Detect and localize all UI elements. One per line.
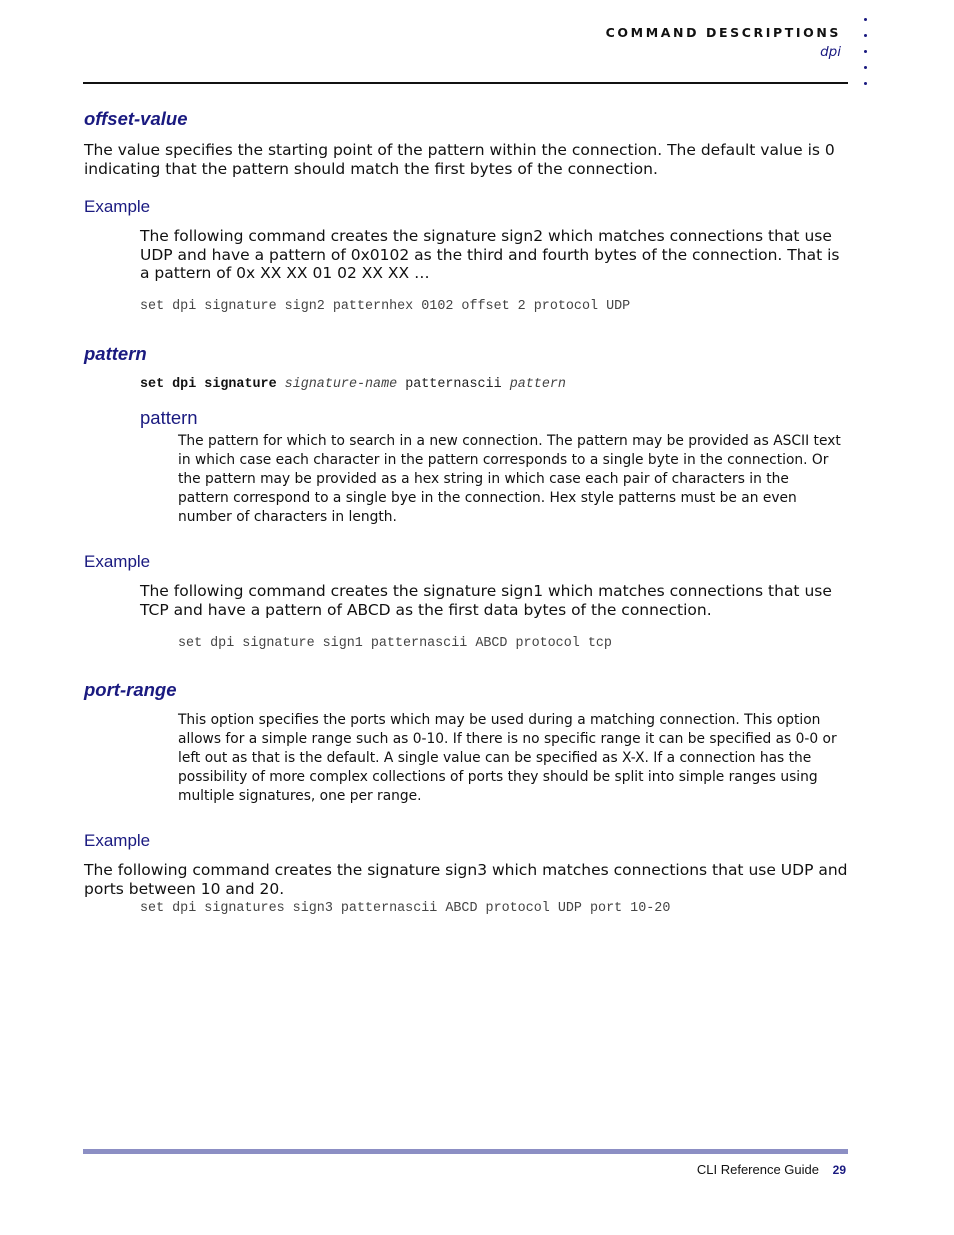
port-range-example-heading: Example <box>84 831 151 850</box>
port-range-description: This option specifies the ports which may be used during a matching connection. This option allows for a simple range such as 0-10. If there is no specific range it can be specified as 0-0 or left out as that is the default. A single value can be specified as X-X. If a connection has the possibility of more complex collections of ports they should be split into simple ranges using multiple signatures, one per range. <box>178 712 837 804</box>
footer-rule <box>83 1149 848 1154</box>
port-range-example-text: The following command creates the signature sign3 which matches connections that use UDP and ports between 10 and 20. <box>84 861 848 898</box>
running-header-title: COMMAND DESCRIPTIONS <box>605 25 841 40</box>
pattern-example-heading: Example <box>84 552 151 571</box>
section-heading-pattern: pattern <box>84 343 147 364</box>
syntax-command: set dpi signature <box>140 377 277 392</box>
pattern-example-text: The following command creates the signature sign1 which matches connections that use TCP and have a pattern of ABCD as the first data bytes of the connection. <box>140 582 832 619</box>
pattern-param-description: The pattern for which to search in a new connection. The pattern may be provided as ASCII text in which case each character in the pattern corresponds to a single byte in the connection. Or the pattern may be provided as a hex string in which case each pair of characters in the pattern correspond to a single bye in the connection. Hex style patterns must be an even number of characters in length. <box>178 433 841 525</box>
header-rule <box>83 82 848 84</box>
offset-value-example-heading: Example <box>84 197 151 216</box>
pattern-example-code: set dpi signature sign1 patternascii ABCD protocol tcp <box>178 636 612 651</box>
param-heading-pattern: pattern <box>140 407 198 428</box>
header-dot-ornament <box>864 18 870 98</box>
section-heading-offset-value: offset-value <box>84 108 188 129</box>
syntax-arg-pattern: pattern <box>509 377 566 392</box>
offset-value-example-text: The following command creates the signature sign2 which matches connections that use UDP and have a pattern of 0x0102 as the third and fourth bytes of the connection. That is a pattern of 0x XX XX 01 02 XX XX … <box>140 227 840 282</box>
footer-guide-name: CLI Reference Guide <box>696 1162 819 1177</box>
page-number: 29 <box>832 1163 846 1177</box>
section-heading-port-range: port-range <box>84 679 177 700</box>
pattern-syntax <box>140 377 566 392</box>
running-header-subtitle: dpi <box>820 44 841 60</box>
offset-value-example-code: set dpi signature sign2 patternhex 0102 offset 2 protocol UDP <box>140 299 631 314</box>
syntax-keyword: patternascii <box>405 377 502 392</box>
port-range-example-code: set dpi signatures sign3 patternascii ABCD protocol UDP port 10-20 <box>140 901 671 916</box>
syntax-arg-signature-name: signature-name <box>284 377 398 392</box>
offset-value-description: The value specifies the starting point of the pattern within the connection. The default value is 0 indicating that the pattern should match the first bytes of the connection. <box>84 141 835 178</box>
